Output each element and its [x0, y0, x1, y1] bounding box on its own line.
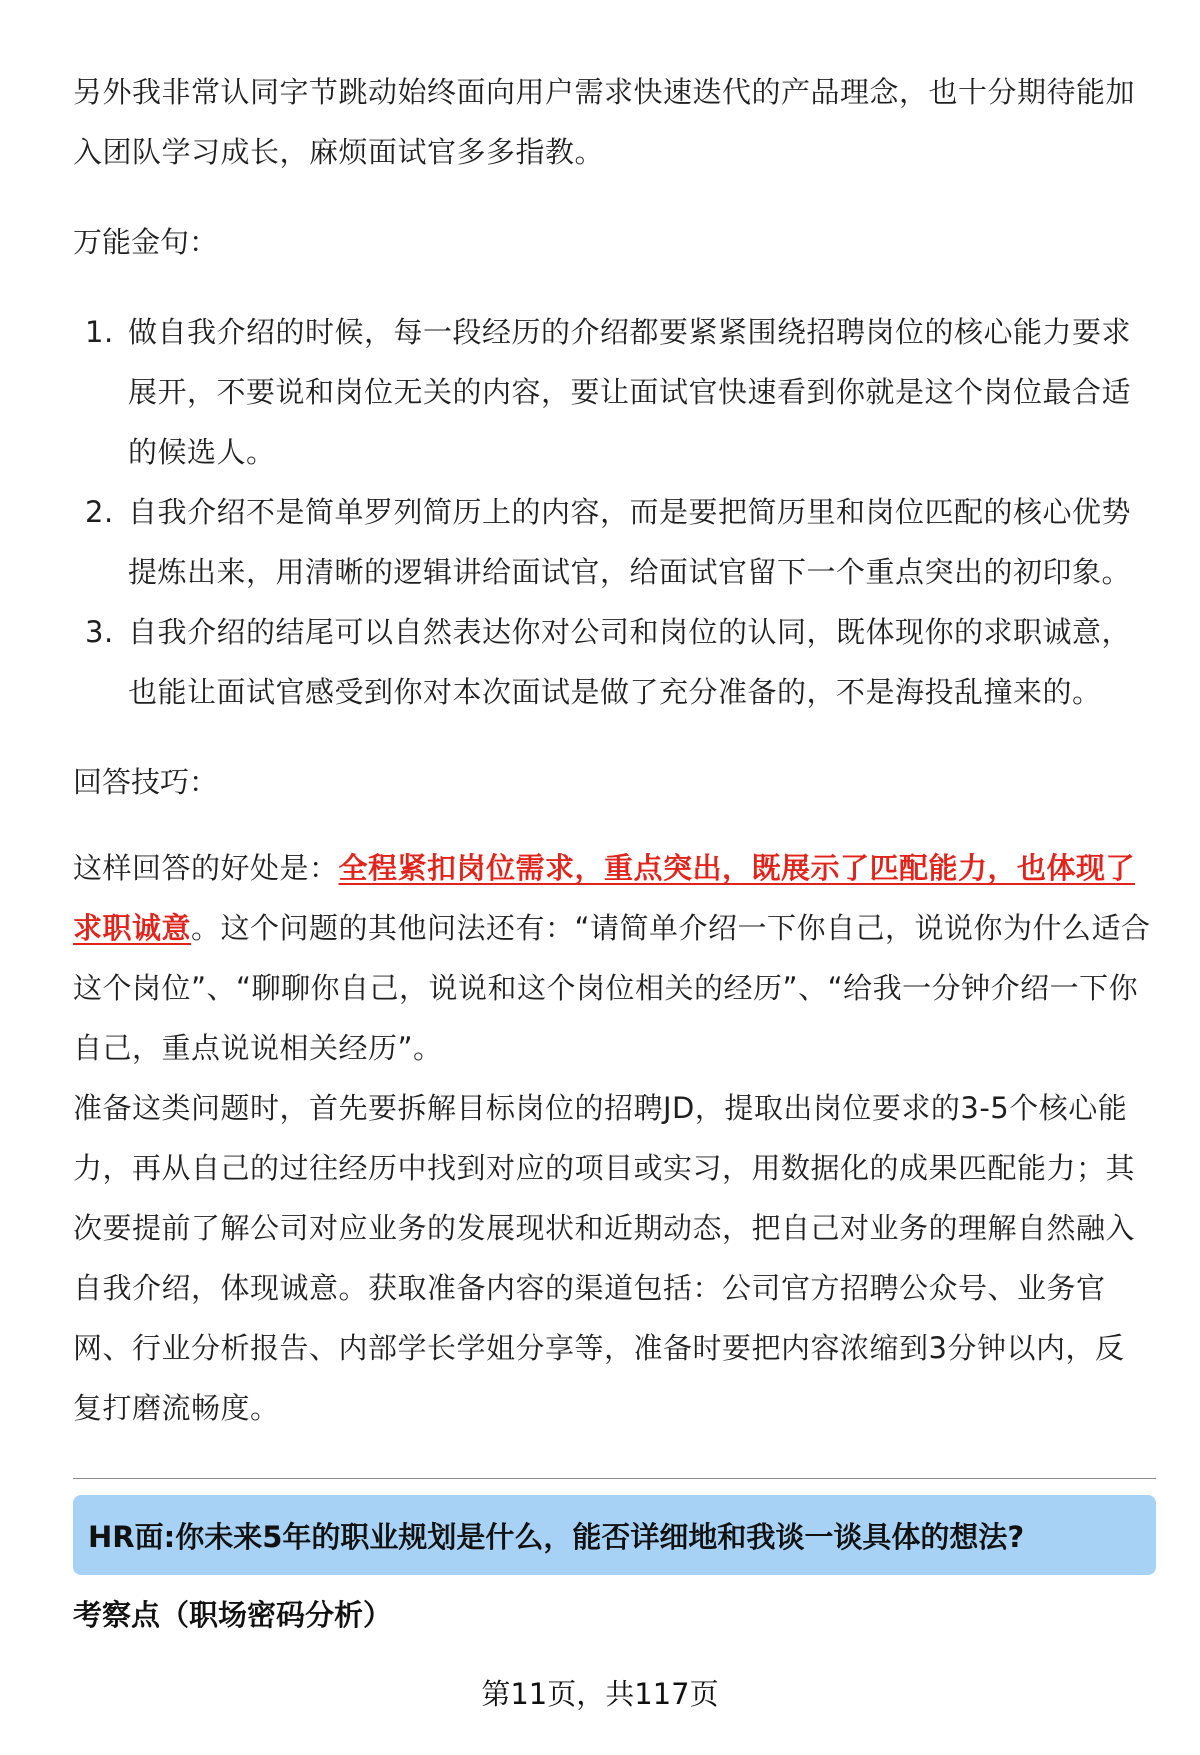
benefit-paragraph: [73, 838, 1153, 1078]
golden-sentences-list: [73, 302, 1153, 722]
benefit-prefix: 这样回答的好处是：: [73, 851, 339, 885]
preparation-paragraph: 准备这类问题时，首先要拆解目标岗位的招聘JD，提取出岗位要求的3-5个核心能力，再从自己的过往经历中找到对应的项目或实习，用数据化的成果匹配能力；其次要提前了解公司对应业务的发展现状和近期动态，把自己对业务的理解自然融入自我介绍，体现诚意。获取准备内容的渠道包括：公司官方招聘公众号、业务官网、行业分析报告、内部学长学姐分享等，准备时要把内容浓缩到3分钟以内，反复打磨流畅度。: [73, 1091, 1136, 1425]
benefit-suffix: 。这个问题的其他问法还有：“请简单介绍一下你自己，说说你为什么适合这个岗位”、“聊聊你自己，说说和这个岗位相关的经历”、“给我一分钟介绍一下你自己，重点说说相关经历”。: [73, 911, 1151, 1065]
page-footer: 第11页，共117页: [481, 1677, 719, 1711]
list-item-number: 2.: [85, 495, 114, 529]
section-divider: [73, 1478, 1156, 1479]
benefit-highlight: 全程紧扣岗位需求，重点突出，既展示了匹配能力，也体现了求职诚意: [73, 851, 1136, 945]
intro-paragraph: 另外我非常认同字节跳动始终面向用户需求快速迭代的产品理念，也十分期待能加入团队学习成长，麻烦面试官多多指教。: [73, 75, 1136, 169]
list-item-text: 自我介绍不是简单罗列简历上的内容，而是要把简历里和岗位匹配的核心优势提炼出来，用清晰的逻辑讲给面试官，给面试官留下一个重点突出的初印象。: [128, 495, 1132, 589]
answer-tips-label: 回答技巧：: [73, 765, 219, 799]
list-item: [73, 302, 1153, 482]
document-content: [73, 62, 1153, 1438]
list-item-number: 1.: [85, 315, 114, 349]
question-callout-text: HR面:你未来5年的职业规划是什么，能否详细地和我谈一谈具体的想法?: [88, 1519, 1025, 1554]
question-callout: [73, 1495, 1156, 1575]
golden-sentences-label: 万能金句：: [73, 225, 219, 259]
list-item: [73, 602, 1153, 722]
list-item-text: 自我介绍的结尾可以自然表达你对公司和岗位的认同，既体现你的求职诚意，也能让面试官感受到你对本次面试是做了充分准备的，不是海投乱撞来的。: [128, 615, 1132, 709]
list-item-text: 做自我介绍的时候，每一段经历的介绍都要紧紧围绕招聘岗位的核心能力要求展开，不要说和岗位无关的内容，要让面试官快速看到你就是这个岗位最合适的候选人。: [128, 315, 1132, 469]
list-item-number: 3.: [85, 615, 114, 649]
list-item: [73, 482, 1153, 602]
section-title: 考察点（职场密码分析）: [73, 1598, 393, 1632]
